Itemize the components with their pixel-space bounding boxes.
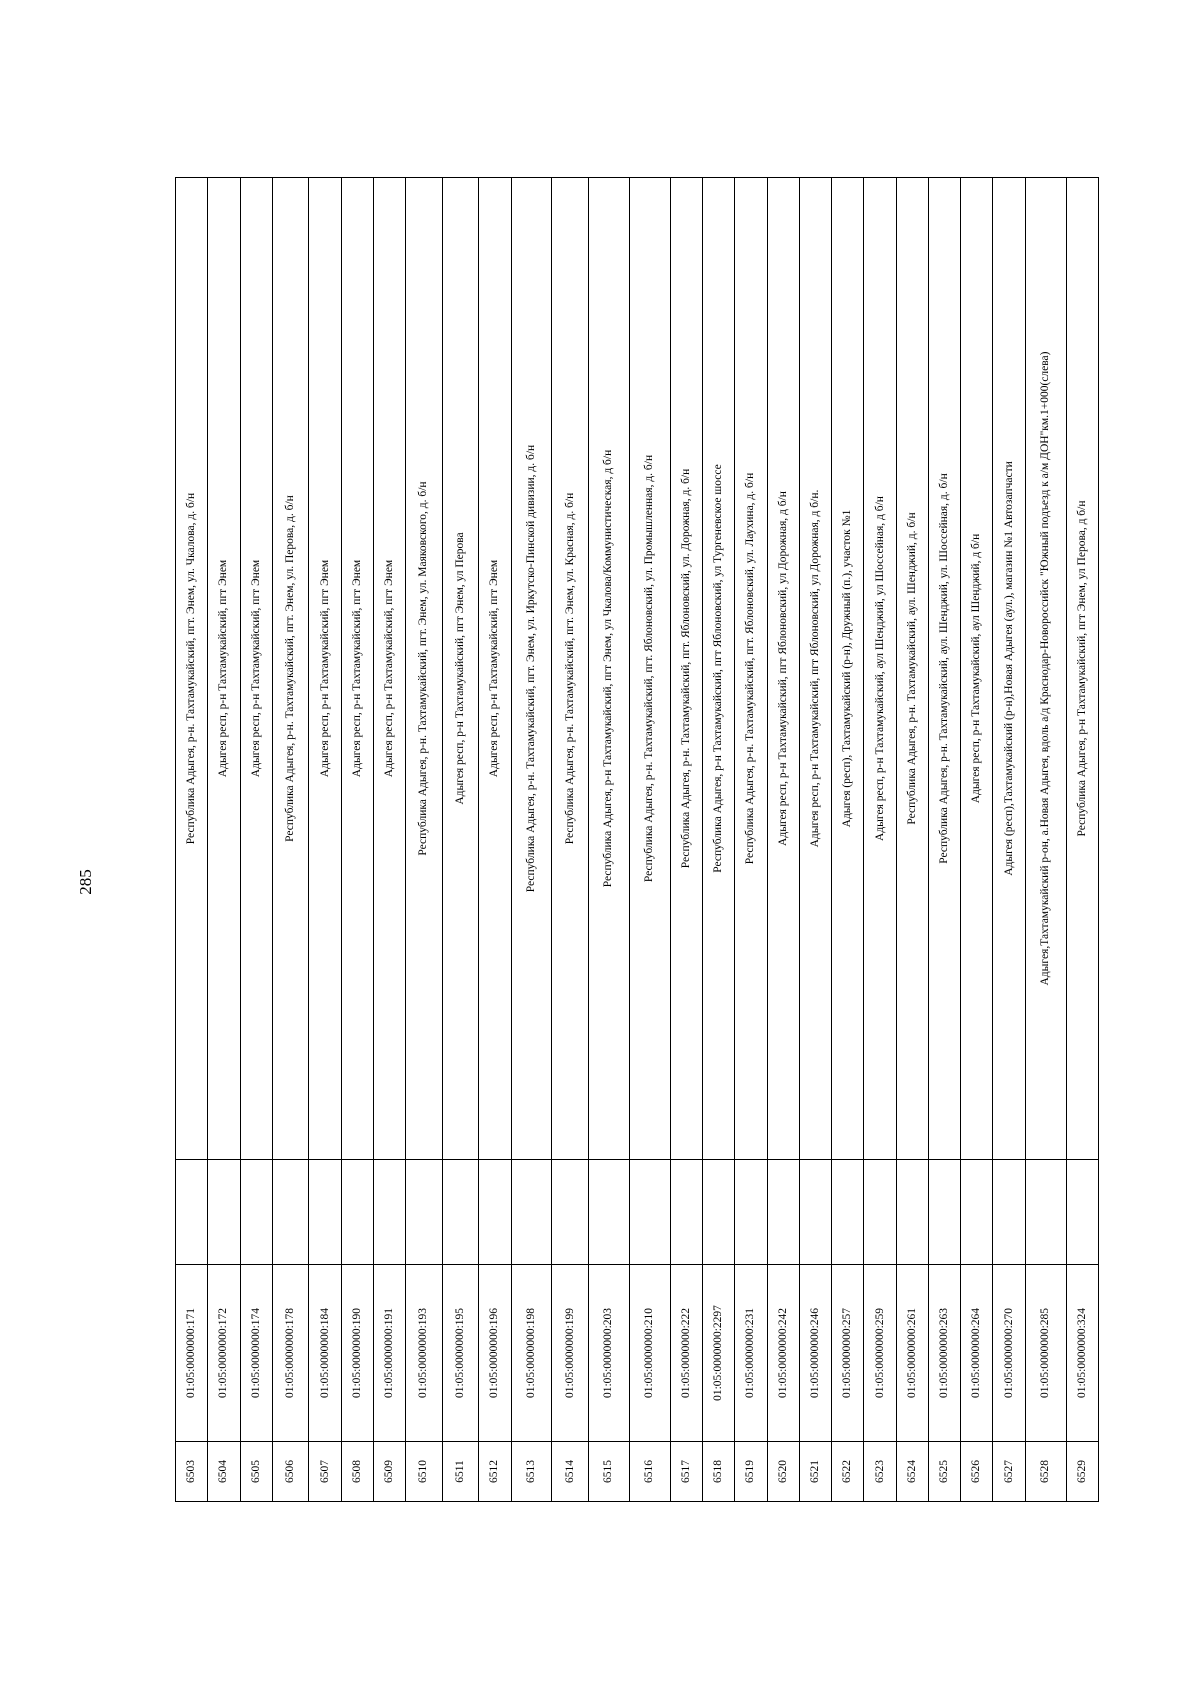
- table-row: [799, 178, 831, 1502]
- cadastral-number: 01:05:0000000:178: [272, 1265, 309, 1442]
- table-row: [896, 178, 928, 1502]
- row-number: 6525: [928, 1442, 960, 1502]
- empty-cell: [1025, 1160, 1066, 1265]
- empty-cell: [799, 1160, 831, 1265]
- empty-cell: [589, 1160, 630, 1265]
- cadastral-number: 01:05:0000000:2297: [703, 1265, 735, 1442]
- row-number: 6529: [1066, 1442, 1098, 1502]
- address: Адыгея респ, р-н Тахтамукайский, аул Шенджий, ул Шоссейная, д б/н: [864, 178, 896, 1160]
- empty-cell: [928, 1160, 960, 1265]
- cadastral-number: 01:05:0000000:246: [799, 1265, 831, 1442]
- empty-cell: [832, 1160, 864, 1265]
- table-row: [511, 178, 552, 1502]
- table-row: [1025, 178, 1066, 1502]
- row-number: 6519: [735, 1442, 767, 1502]
- empty-cell: [208, 1160, 240, 1265]
- address: Республика Адыгея, р-н Тахтамукайский, пгт Энем, ул Перова, д б/н: [1066, 178, 1098, 1160]
- row-number: 6527: [993, 1442, 1025, 1502]
- row-number: 6505: [240, 1442, 272, 1502]
- row-number: 6508: [341, 1442, 373, 1502]
- row-number: 6512: [479, 1442, 511, 1502]
- empty-cell: [176, 1160, 208, 1265]
- cadastral-number: 01:05:0000000:171: [176, 1265, 208, 1442]
- table-row: [629, 178, 670, 1502]
- table-row: [373, 178, 405, 1502]
- table-row: [767, 178, 799, 1502]
- cadastral-number: 01:05:0000000:198: [511, 1265, 552, 1442]
- row-number: 6528: [1025, 1442, 1066, 1502]
- address: Республика Адыгея, р-н. Тахтамукайский, пгт. Яблоновский, ул. Лаухина, д. б/н: [735, 178, 767, 1160]
- cadastral-number: 01:05:0000000:285: [1025, 1265, 1066, 1442]
- address: Адыгея (респ),Тахтамукайский (р-н),Новая Адыгея (аул.), магазин №1 Автозапчасти: [993, 178, 1025, 1160]
- cadastral-number: 01:05:0000000:264: [961, 1265, 993, 1442]
- row-number: 6517: [670, 1442, 702, 1502]
- empty-cell: [406, 1160, 443, 1265]
- empty-cell: [479, 1160, 511, 1265]
- row-number: 6513: [511, 1442, 552, 1502]
- empty-cell: [993, 1160, 1025, 1265]
- empty-cell: [442, 1160, 479, 1265]
- address: Адыгея (респ), Тахтамукайский (р-н), Дружный (п.), участок №1: [832, 178, 864, 1160]
- address: Адыгея респ, р-н Тахтамукайский, пгт Яблоновский, ул Дорожная, д б/н: [767, 178, 799, 1160]
- table-row: [406, 178, 443, 1502]
- table-row: [479, 178, 511, 1502]
- cadastral-number: 01:05:0000000:261: [896, 1265, 928, 1442]
- row-number: 6520: [767, 1442, 799, 1502]
- table-row: [670, 178, 702, 1502]
- row-number: 6507: [309, 1442, 341, 1502]
- row-number: 6518: [703, 1442, 735, 1502]
- cadastral-number: 01:05:0000000:193: [406, 1265, 443, 1442]
- empty-cell: [373, 1160, 405, 1265]
- address: Республика Адыгея, р-н. Тахтамукайский, пгт. Яблоновский, ул. Дорожная, д. б/н: [670, 178, 702, 1160]
- address: Адыгея респ, р-н Тахтамукайский, пгт Энем: [240, 178, 272, 1160]
- address: Адыгея респ, р-н Тахтамукайский, аул Шенджий, д б/н: [961, 178, 993, 1160]
- cadastral-number: 01:05:0000000:195: [442, 1265, 479, 1442]
- row-number: 6515: [589, 1442, 630, 1502]
- row-number: 6523: [864, 1442, 896, 1502]
- address: Адыгея,Тахтамукайский р-он, а.Новая Адыгея, вдоль а/д Краснодар-Новороссийск "Южный подъезд к а/м ДОН"км.1+000(слева): [1025, 178, 1066, 1160]
- address: Республика Адыгея, р-н. Тахтамукайский, пгт. Яблоновский, ул. Промышленная, д. б/н: [629, 178, 670, 1160]
- address: Республика Адыгея, р-н Тахтамукайский, пгт Яблоновский, ул Тургеневское шоссе: [703, 178, 735, 1160]
- cadastral-number: 01:05:0000000:257: [832, 1265, 864, 1442]
- table-row: [442, 178, 479, 1502]
- address: Республика Адыгея, р-н. Тахтамукайский, пгт. Энем, ул. Иркутско-Пинской дивизии, д. б/н: [511, 178, 552, 1160]
- table-row: [928, 178, 960, 1502]
- cadastral-number: 01:05:0000000:190: [341, 1265, 373, 1442]
- table-row: [272, 178, 309, 1502]
- table-row: [176, 178, 208, 1502]
- empty-cell: [670, 1160, 702, 1265]
- cadastral-number: 01:05:0000000:263: [928, 1265, 960, 1442]
- address: Республика Адыгея, р-н. Тахтамукайский, аул. Шенджий, ул. Шоссейная, д. б/н: [928, 178, 960, 1160]
- cadastral-number: 01:05:0000000:191: [373, 1265, 405, 1442]
- empty-cell: [1066, 1160, 1098, 1265]
- cadastral-number: 01:05:0000000:210: [629, 1265, 670, 1442]
- row-number: 6514: [552, 1442, 589, 1502]
- address: Адыгея респ, р-н Тахтамукайский, пгт Энем: [373, 178, 405, 1160]
- cadastral-number: 01:05:0000000:196: [479, 1265, 511, 1442]
- row-number: 6526: [961, 1442, 993, 1502]
- cadastral-number: 01:05:0000000:203: [589, 1265, 630, 1442]
- empty-cell: [961, 1160, 993, 1265]
- cadastral-number: 01:05:0000000:270: [993, 1265, 1025, 1442]
- table-row: [552, 178, 589, 1502]
- address: Адыгея респ, р-н Тахтамукайский, пгт Яблоновский, ул Дорожная, д б/н.: [799, 178, 831, 1160]
- empty-cell: [864, 1160, 896, 1265]
- empty-cell: [240, 1160, 272, 1265]
- cadastral-number: 01:05:0000000:222: [670, 1265, 702, 1442]
- empty-cell: [341, 1160, 373, 1265]
- registry-table: [175, 177, 1099, 1502]
- row-number: 6504: [208, 1442, 240, 1502]
- table-row: [961, 178, 993, 1502]
- registry-table-body: [176, 178, 1099, 1502]
- table-row: [309, 178, 341, 1502]
- address: Республика Адыгея, р-н. Тахтамукайский, пгт. Энем, ул. Красная, д. б/н: [552, 178, 589, 1160]
- empty-cell: [703, 1160, 735, 1265]
- cadastral-number: 01:05:0000000:242: [767, 1265, 799, 1442]
- table-row: [703, 178, 735, 1502]
- address: Республика Адыгея, р-н Тахтамукайский, пгт Энем, ул Чкалова/Коммунистическая, д б/н: [589, 178, 630, 1160]
- row-number: 6510: [406, 1442, 443, 1502]
- cadastral-number: 01:05:0000000:324: [1066, 1265, 1098, 1442]
- empty-cell: [735, 1160, 767, 1265]
- empty-cell: [629, 1160, 670, 1265]
- table-container: [175, 178, 1098, 1502]
- row-number: 6506: [272, 1442, 309, 1502]
- address: Адыгея респ, р-н Тахтамукайский, пгт Энем: [341, 178, 373, 1160]
- row-number: 6521: [799, 1442, 831, 1502]
- cadastral-number: 01:05:0000000:231: [735, 1265, 767, 1442]
- table-row: [1066, 178, 1098, 1502]
- table-row: [735, 178, 767, 1502]
- table-row: [240, 178, 272, 1502]
- address: Республика Адыгея, р-н. Тахтамукайский, пгт. Энем, ул. Маяковского, д. б/н: [406, 178, 443, 1160]
- address: Республика Адыгея, р-н. Тахтамукайский, пгт. Энем, ул. Перова, д. б/н: [272, 178, 309, 1160]
- page-number: 285: [76, 869, 95, 895]
- empty-cell: [767, 1160, 799, 1265]
- empty-cell: [896, 1160, 928, 1265]
- cadastral-number: 01:05:0000000:184: [309, 1265, 341, 1442]
- table-row: [864, 178, 896, 1502]
- address: Адыгея респ, р-н Тахтамукайский, пгт Энем: [208, 178, 240, 1160]
- row-number: 6503: [176, 1442, 208, 1502]
- cadastral-number: 01:05:0000000:174: [240, 1265, 272, 1442]
- address: Адыгея респ, р-н Тахтамукайский, пгт Энем: [309, 178, 341, 1160]
- table-row: [589, 178, 630, 1502]
- empty-cell: [309, 1160, 341, 1265]
- table-row: [208, 178, 240, 1502]
- address: Адыгея респ, р-н Тахтамукайский, пгт Энем: [479, 178, 511, 1160]
- table-row: [341, 178, 373, 1502]
- empty-cell: [511, 1160, 552, 1265]
- cadastral-number: 01:05:0000000:172: [208, 1265, 240, 1442]
- row-number: 6524: [896, 1442, 928, 1502]
- address: Республика Адыгея, р-н. Тахтамукайский, пгт. Энем, ул. Чкалова, д. б/н: [176, 178, 208, 1160]
- cadastral-number: 01:05:0000000:199: [552, 1265, 589, 1442]
- address: Республика Адыгея, р-н. Тахтамукайский, аул. Шенджий, д. б/н: [896, 178, 928, 1160]
- empty-cell: [272, 1160, 309, 1265]
- empty-cell: [552, 1160, 589, 1265]
- row-number: 6511: [442, 1442, 479, 1502]
- row-number: 6509: [373, 1442, 405, 1502]
- table-row: [993, 178, 1025, 1502]
- row-number: 6516: [629, 1442, 670, 1502]
- cadastral-number: 01:05:0000000:259: [864, 1265, 896, 1442]
- table-row: [832, 178, 864, 1502]
- row-number: 6522: [832, 1442, 864, 1502]
- address: Адыгея респ, р-н Тахтамукайский, пгт Энем, ул Перова: [442, 178, 479, 1160]
